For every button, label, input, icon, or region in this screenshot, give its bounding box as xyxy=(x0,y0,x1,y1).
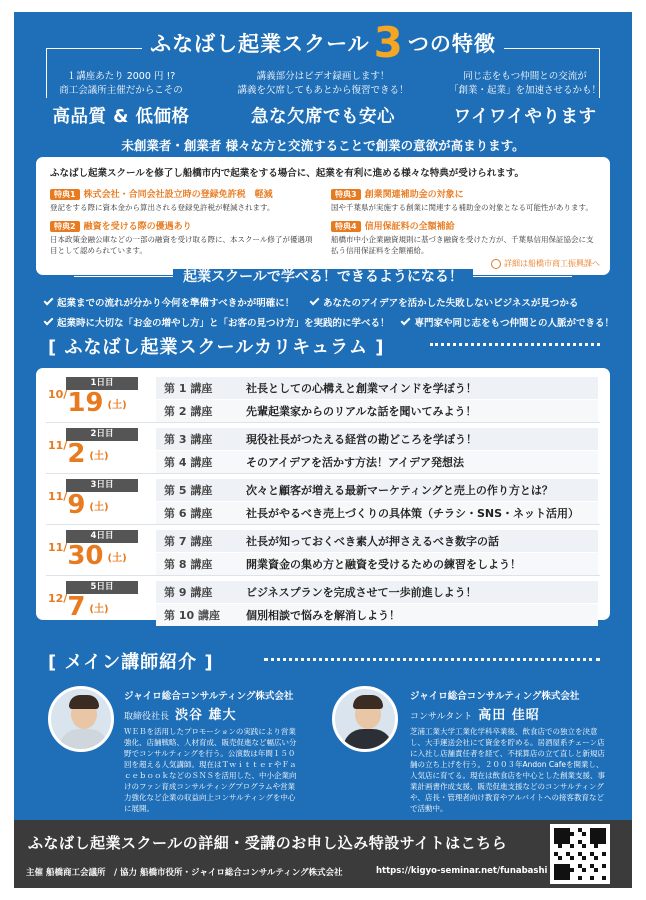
benefit-item xyxy=(50,187,315,213)
date-month: 11/ xyxy=(48,541,68,554)
feature-sub: １講座あたり 2000 円 !? xyxy=(66,71,176,82)
instructor-name: 渋谷 雄大 xyxy=(175,708,237,723)
lecture-number: 第 9 講座 xyxy=(164,586,213,599)
feature-title: ワイワイやります xyxy=(453,107,597,127)
lecture-row xyxy=(156,400,598,422)
lecture-number: 第 10 講座 xyxy=(164,609,220,622)
lecture-row xyxy=(156,604,598,626)
benefit-title: 株式会社・合同会社設立時の登録免許税 軽減 xyxy=(83,190,273,200)
lecture-title: 開業資金の集め方と融資を受けるための練習をしよう！ xyxy=(246,558,521,571)
date-weekday: (土) xyxy=(89,502,109,513)
day-date xyxy=(48,541,154,575)
flyer-page xyxy=(14,12,632,888)
check-icon xyxy=(44,296,54,306)
check-icon xyxy=(310,296,320,306)
benefit-tag: 特典2 xyxy=(50,221,80,232)
benefit-body: 登記をする際に資本金から算出される登録免許税が軽減されます。 xyxy=(50,203,275,212)
lecture-number: 第 3 講座 xyxy=(164,433,213,446)
curriculum-day xyxy=(46,580,600,627)
lecture-title: そのアイデアを活かす方法！アイデア発想法 xyxy=(246,456,465,469)
check-icon xyxy=(401,316,411,326)
instructor-company: ジャイロ総合コンサルティング株式会社 xyxy=(410,691,580,702)
instructor-role-text: コンサルタント xyxy=(410,712,473,722)
check-item: 専門家や同じ志をもつ仲間との人脈ができる！ xyxy=(414,318,614,329)
date-month: 10/ xyxy=(48,388,68,401)
lecture-title: ビジネスプランを完成させて一歩前進しよう！ xyxy=(246,586,477,599)
footer-organizers: 主催 船橋商工会議所 / 協力 船橋市役所・ジャイロ総合コンサルティング株式会社 xyxy=(26,868,343,878)
learn-header xyxy=(14,266,632,286)
date-day: 2 xyxy=(67,439,86,469)
feature-sub: 商工会議所主催だからこその xyxy=(59,85,183,96)
lecture-row xyxy=(156,502,598,524)
feature-title: 急な欠席でも安心 xyxy=(251,107,395,127)
check-icon xyxy=(44,316,54,326)
date-day: 7 xyxy=(67,592,86,622)
day-badge: 2日目 xyxy=(66,428,138,441)
feature-2 xyxy=(220,68,426,128)
date-month: 12/ xyxy=(48,592,68,605)
curriculum-day xyxy=(46,529,600,576)
footer-cta: ふなばし起業スクールの詳細・受講のお申し込み特設サイトはこちら xyxy=(28,834,508,852)
date-day: 9 xyxy=(67,490,86,520)
lecture-title: 次々と顧客が増える最新マーケティングと売上の作り方とは？ xyxy=(246,484,553,497)
title-text-suffix: つの特徴 xyxy=(407,32,496,56)
lecture-row xyxy=(156,581,598,603)
instructor-company: ジャイロ総合コンサルティング株式会社 xyxy=(124,691,294,702)
instructor-bio: ＷＥＢを活用したプロモーションの実践により営業強化、店舗戦略、人材育成、販売促進など幅広い分野でコンサルティングを行う。公演数は年間１５０回を超える人気講師。現在はＴｗｉｔｔｅｒやＦａｃｅｂｏｏｋなどのＳＮＳを活用した、中小企業向けのファン育成コンサルティングプログラムや営業力強化など企業の収益向上コンサルティングを中心に展開。 xyxy=(124,727,297,813)
benefit-body: 国や千葉県が実施する創業に関連する補助金の対象となる可能性があります。 xyxy=(331,203,593,212)
instructors-title: [ メイン講師紹介 ] xyxy=(48,652,214,673)
instructor-name: 高田 佳昭 xyxy=(478,708,540,723)
feature-sub: 「創業・起業」を加速させるかも！ xyxy=(448,85,601,96)
page-title xyxy=(14,18,632,67)
curriculum-box xyxy=(36,368,610,620)
lecture-number: 第 6 講座 xyxy=(164,507,213,520)
dotted-divider xyxy=(430,343,600,346)
date-month: 11/ xyxy=(48,490,68,503)
benefit-title: 融資を受ける際の優遇あり xyxy=(83,222,192,232)
lecture-title: 社長が知っておくべき素人が押さえるべき数字の話 xyxy=(246,535,499,548)
instructor-role xyxy=(410,704,540,723)
learn-title: 起業スクールで学べる！できるようになる！ xyxy=(173,269,473,285)
date-weekday: (土) xyxy=(107,553,127,564)
lecture-title: 社長がやるべき売上づくりの具体策（チラシ・SNS・ネット活用） xyxy=(246,507,580,520)
date-weekday: (土) xyxy=(89,604,109,615)
feature-sub: 同じ志をもつ仲間との交流が xyxy=(463,71,587,82)
benefit-title: 創業関連補助金の対象に xyxy=(364,190,464,200)
lecture-row xyxy=(156,553,598,575)
curriculum-day xyxy=(46,427,600,474)
benefits-note-text: 詳細は船橋市商工振興課へ xyxy=(504,259,600,268)
lecture-number: 第 8 講座 xyxy=(164,558,213,571)
lecture-title: 先輩起業家からのリアルな話を聞いてみよう！ xyxy=(246,405,477,418)
feature-3 xyxy=(422,68,628,128)
lecture-number: 第 2 講座 xyxy=(164,405,213,418)
lecture-number: 第 1 講座 xyxy=(164,382,213,395)
lecture-row xyxy=(156,530,598,552)
feature-title: 高品質 & 低価格 xyxy=(52,107,190,127)
instructor-bio: 芝浦工業大学工業化学科卒業後、飲食店での独立を決意し、大手運送会社にて資金を貯める。居酒屋系チェーン店に入社し店舗責任者を経て、不採算店の立て直しと新規店舗の立ち上げを行う。２００３年Andon Cafeを開業し、人気店に育てる。現在は飲食店を中心とした創業支援、事業計画書作成支援、販売促進支援などのコンサルティングや、店長・管理者向け教育やアルバイトへの接客教育などで活動中。 xyxy=(410,727,605,813)
day-badge: 5日目 xyxy=(66,581,138,594)
curriculum-day xyxy=(46,376,600,423)
date-day: 19 xyxy=(67,388,104,418)
title-text: ふなばし起業スクール xyxy=(150,32,370,56)
footer-url-link[interactable]: https://kigyo-seminar.net/funabashi xyxy=(376,866,548,876)
benefit-tag: 特典4 xyxy=(331,221,361,232)
date-weekday: (土) xyxy=(107,400,127,411)
day-badge: 4日目 xyxy=(66,530,138,543)
instructor-role xyxy=(124,704,237,723)
lecture-row xyxy=(156,428,598,450)
lecture-row xyxy=(156,377,598,399)
benefit-body: 船橋市中小企業融資規則に基づき融資を受けた方が、千葉県信用保証協会に支払う信用保証料を全額補給。 xyxy=(331,235,594,255)
feature-1 xyxy=(18,68,224,128)
instructor-photo-avatar xyxy=(48,686,114,752)
day-date xyxy=(48,592,154,626)
benefit-body: 日本政策金融公庫などの一部の融資を受け取る際に、本スクール修了が優遇項目として認められています。 xyxy=(50,235,313,255)
benefits-box xyxy=(36,157,610,275)
day-date xyxy=(48,439,154,473)
lecture-title: 個別相談で悩みを解消しよう！ xyxy=(246,609,400,622)
day-badge: 3日目 xyxy=(66,479,138,492)
instructor-photo-avatar xyxy=(332,686,398,752)
tagline: 未創業者・創業者 様々な方と交流することで創業の意欲が高まります。 xyxy=(121,138,525,153)
day-badge: 1日目 xyxy=(66,377,138,390)
date-month: 11/ xyxy=(48,439,68,452)
date-weekday: (土) xyxy=(89,451,109,462)
benefit-title: 信用保証料の全額補給 xyxy=(364,222,455,232)
curriculum-title: [ ふなばし起業スクールカリキュラム ] xyxy=(48,337,385,358)
date-day: 30 xyxy=(67,541,104,571)
dotted-divider xyxy=(264,658,600,661)
feature-sub: 講義を欠席してもあとから復習できる！ xyxy=(237,85,409,96)
benefit-item xyxy=(331,219,596,256)
check-item: あなたのアイデアを活かした失敗しないビジネスが見つかる xyxy=(323,298,579,309)
instructor-role-text: 取締役社長 xyxy=(124,712,170,722)
day-date xyxy=(48,388,154,422)
benefit-tag: 特典3 xyxy=(331,189,361,200)
title-number: 3 xyxy=(373,18,404,67)
benefits-intro: ふなばし起業スクールを修了し船橋市内で起業をする場合に、起業を有利に進める様々な特典が受けられます。 xyxy=(50,168,525,179)
lecture-number: 第 7 講座 xyxy=(164,535,213,548)
qr-code-icon[interactable] xyxy=(550,824,610,884)
curriculum-day xyxy=(46,478,600,525)
feature-sub: 講義部分はビデオ録画します！ xyxy=(256,71,390,82)
lecture-number: 第 5 講座 xyxy=(164,484,213,497)
day-date xyxy=(48,490,154,524)
benefit-item xyxy=(50,219,315,256)
benefit-item xyxy=(331,187,596,213)
lecture-title: 現役社長がつたえる経営の勘どころを学ぼう！ xyxy=(246,433,477,446)
footer xyxy=(14,820,632,888)
check-item: 起業までの流れが分かり今何を準備すべきかが明確に！ xyxy=(57,298,295,309)
check-item: 起業時に大切な「お金の増やし方」と「お客の見つけ方」を実践的に学べる！ xyxy=(57,318,390,329)
lecture-row xyxy=(156,451,598,473)
learn-checklist xyxy=(44,292,614,332)
lecture-row xyxy=(156,479,598,501)
lecture-number: 第 4 講座 xyxy=(164,456,213,469)
lecture-title: 社長としての心構えと創業マインドを学ぼう！ xyxy=(246,382,477,395)
benefit-tag: 特典1 xyxy=(50,189,80,200)
